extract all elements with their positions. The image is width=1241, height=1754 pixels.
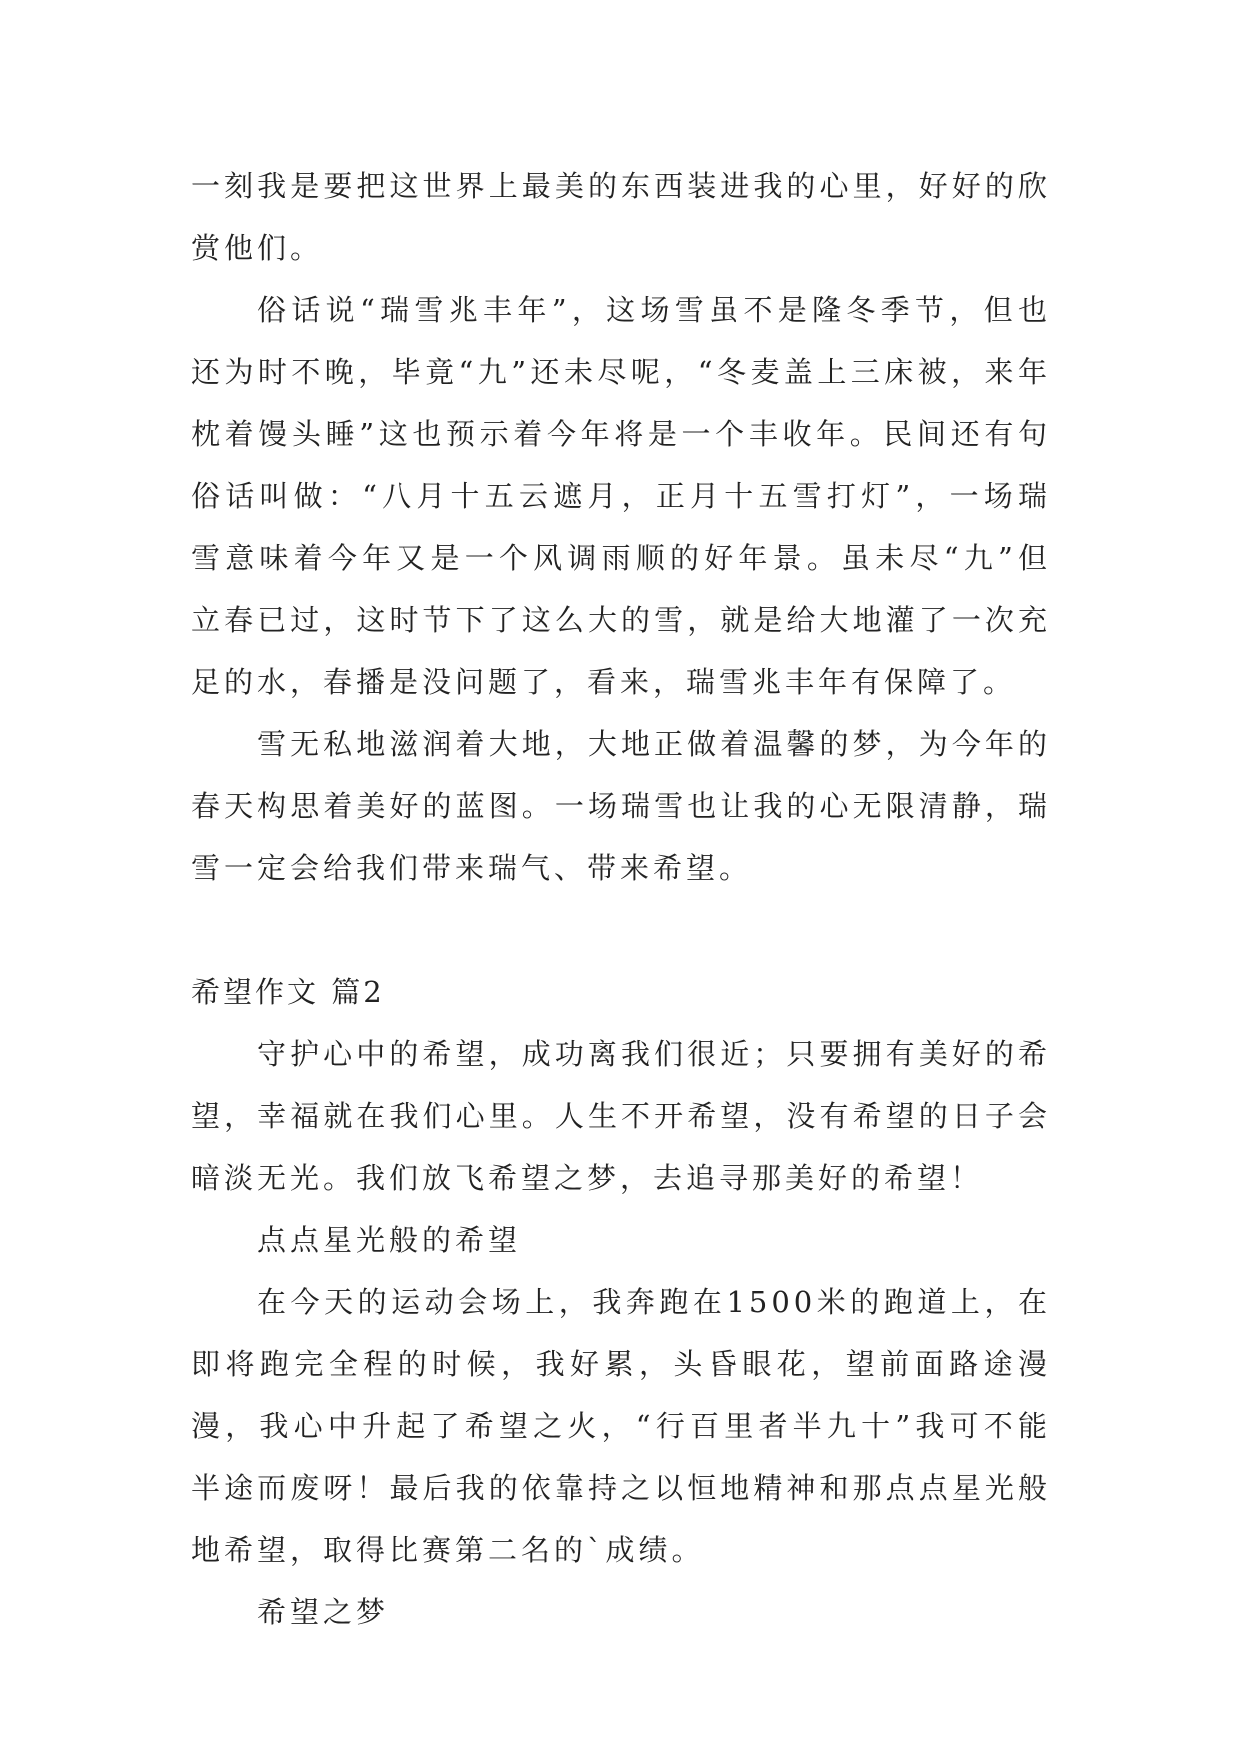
paragraph-ruixue-blessing: 雪无私地滋润着大地，大地正做着温馨的梦，为今年的春天构思着美好的蓝图。一场瑞雪也让我的心无限清静，瑞雪一定会给我们带来瑞气、带来希望。 — [191, 727, 1051, 885]
section-title: 希望作文 篇2 — [191, 975, 385, 1009]
subtitle-dream-of-hope: 希望之梦 — [257, 1595, 390, 1629]
paragraph-ruixue-saying: 俗话说“瑞雪兆丰年”，这场雪虽不是隆冬季节，但也还为时不晚，毕竟“九”还未尽呢，“冬麦盖上三床被，来年枕着馒头睡”这也预示着今年将是一个丰收年。民间还有句俗话叫做：“八月十五云遮月，正月十五雪打灯”，一场瑞雪意味着今年又是一个风调雨顺的好年景。虽未尽“九”但立春已过，这时节下了这么大的雪，就是给大地灌了一次充足的水，春播是没问题了，看来，瑞雪兆丰年有保障了。 — [191, 293, 1051, 699]
paragraph-continued: 一刻我是要把这世界上最美的东西装进我的心里，好好的欣赏他们。 — [191, 169, 1051, 265]
document-body — [191, 155, 1051, 1643]
section-spacer — [191, 899, 1051, 961]
paragraph-hope-intro: 守护心中的希望，成功离我们很近；只要拥有美好的希望，幸福就在我们心里。人生不开希望，没有希望的日子会暗淡无光。我们放飞希望之梦，去追寻那美好的希望！ — [191, 1037, 1051, 1195]
subtitle-starlight-hope: 点点星光般的希望 — [257, 1223, 522, 1257]
paragraph-sports-meet: 在今天的运动会场上，我奔跑在1500米的跑道上，在即将跑完全程的时候，我好累，头昏眼花，望前面路途漫漫，我心中升起了希望之火，“行百里者半九十”我可不能半途而废呀！最后我的依靠持之以恒地精神和那点点星光般地希望，取得比赛第二名的`成绩。 — [191, 1285, 1051, 1567]
